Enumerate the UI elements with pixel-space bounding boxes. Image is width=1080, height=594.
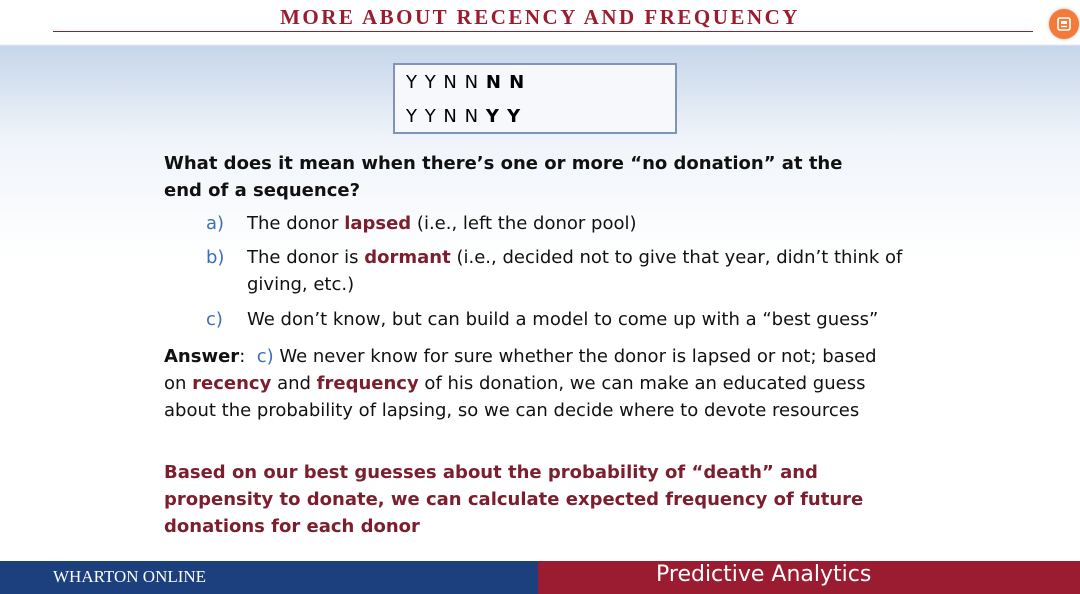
slides-icon[interactable] bbox=[1049, 9, 1079, 39]
answer-paragraph bbox=[164, 343, 904, 424]
answer-choice: c) bbox=[256, 346, 274, 367]
option-a-pre: The donor bbox=[247, 213, 345, 234]
sequence-row-1-plain: Y Y N N bbox=[406, 72, 486, 93]
sequence-row-1-bold: N N bbox=[485, 72, 526, 93]
title-divider bbox=[53, 31, 1033, 32]
sequence-row-2-bold: Y Y bbox=[485, 106, 522, 127]
footer-brand: WHARTON ONLINE bbox=[53, 567, 207, 586]
option-b-highlight: dormant bbox=[364, 247, 451, 268]
answer-part-1: We never know for sure whether the donor is lapsed or not; based on bbox=[164, 346, 877, 394]
option-b-post: (i.e., decided not to give that year, didn’t think of giving, etc.) bbox=[247, 247, 903, 295]
footer-course: Predictive Analytics bbox=[656, 562, 872, 587]
option-b-letter: b) bbox=[206, 247, 225, 268]
option-a-text bbox=[247, 210, 907, 237]
answer-label: Answer bbox=[164, 346, 240, 367]
footer-right-bar bbox=[538, 561, 1080, 594]
conclusion-text: Based on our best guesses about the probability of “death” and propensity to donate, we can calculate expected frequency of future donations for each donor bbox=[164, 462, 864, 537]
answer-recency: recency bbox=[192, 373, 272, 394]
option-b-pre: The donor is bbox=[247, 247, 365, 268]
option-a-highlight: lapsed bbox=[344, 213, 412, 234]
option-b-text bbox=[247, 244, 907, 298]
sequence-row-2-plain: Y Y N N bbox=[406, 106, 486, 127]
slide-title: MORE ABOUT RECENCY AND FREQUENCY bbox=[280, 5, 800, 29]
sequence-box bbox=[393, 63, 677, 134]
answer-part-2: and bbox=[271, 373, 317, 394]
answer-frequency: frequency bbox=[316, 373, 419, 394]
sequence-row-2 bbox=[406, 106, 521, 127]
sequence-row-1 bbox=[406, 72, 525, 93]
option-a-post: (i.e., left the donor pool) bbox=[411, 213, 637, 234]
footer-left-bar bbox=[0, 561, 538, 594]
question-text: What does it mean when there’s one or more “no donation” at the end of a sequence? bbox=[164, 153, 843, 201]
slides-icon-glyph bbox=[1056, 16, 1072, 32]
answer-part-3: of his donation, we can make an educated guess about the probability of lapsing, so we can decide where to devote resources bbox=[164, 373, 866, 421]
option-a-letter: a) bbox=[206, 213, 225, 234]
option-c-text: We don’t know, but can build a model to come up with a “best guess” bbox=[247, 309, 879, 330]
option-c-letter: c) bbox=[206, 309, 223, 330]
answer-colon: : bbox=[239, 346, 246, 367]
